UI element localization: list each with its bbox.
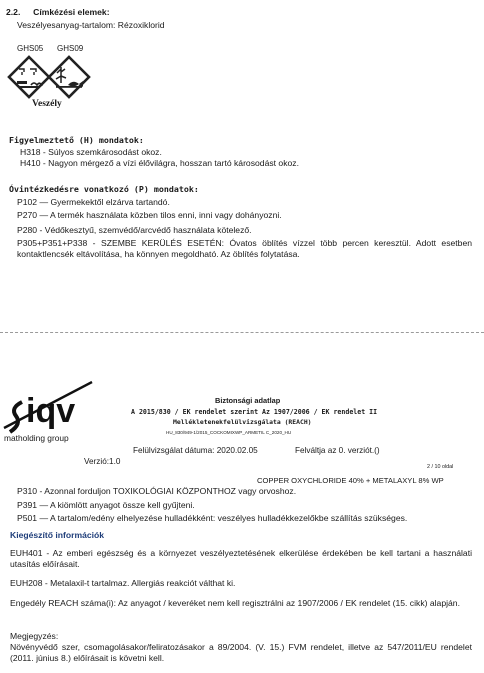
signal-word: Veszély <box>32 99 62 109</box>
h-statement: H410 - Nagyon mérgező a vízi élővilágra, hosszan tartó károsodást okoz. <box>20 158 299 168</box>
p-statement: P280 - Védőkesztyű, szemvédő/arcvédő használata kötelező. <box>17 225 252 235</box>
section-heading <box>6 7 110 18</box>
p-statement: P501 — A tartalom/edény elhelyezése hulladékként: veszélyes hulladékkezelőkbe szállítás szükséges. <box>17 513 408 523</box>
p-statement: P270 — A termék használata közben tilos enni, inni vagy dohányozni. <box>17 210 282 220</box>
product-name: COPPER OXYCHLORIDE 40% + METALAXYL 8% WP <box>257 476 444 485</box>
review-date: Felülvizsgálat dátuma: 2020.02.05 <box>133 446 258 455</box>
pictogram-code-ghs05: GHS05 <box>17 44 44 53</box>
logo-subtext: matholding group <box>4 433 69 443</box>
version: Verzió:1.0 <box>84 457 121 466</box>
h-heading: Figyelmeztető (H) mondatok: <box>9 135 144 145</box>
doc-title: Biztonsági adatlap <box>215 396 281 405</box>
p-statement: P305+P351+P338 - SZEMBE KERÜLÉS ESETÉN: Óvatos öblítés vízzel több percen keresztül. Adott esetben kontaktlencsék eltávolítása, ha könnyen megoldható. Az öblítés folytatása. <box>17 238 472 259</box>
euh401-text: EUH401 - Az emberi egészség és a környezet veszélyeztetésének elkerülése érdekében be kell tartani a használati utasítás előírásait. <box>10 548 472 569</box>
p-statement: P391 — A kiömlött anyagot össze kell gyűjteni. <box>17 500 195 510</box>
section-title: Címkézési elemek: <box>33 7 110 17</box>
note-heading: Megjegyzés: <box>10 631 59 641</box>
p-heading: Óvintézkedésre vonatkozó (P) mondatok: <box>9 184 199 194</box>
svg-text:iqv: iqv <box>26 392 76 430</box>
section-number: 2.2. <box>6 7 21 17</box>
p-statement: P102 — Gyermekektől elzárva tartandó. <box>17 197 170 207</box>
reg-line-2: Mellékletenekfelülvizsgálata (REACH) <box>173 418 312 426</box>
reach-text: Engedély REACH száma(i): Az anyagot / keveréket nem kell regisztrálni az 1907/2006 / EK rendelet (15. cikk) alapján. <box>10 598 460 608</box>
page-break <box>0 332 484 333</box>
euh208-text: EUH208 - Metalaxil-t tartalmaz. Allergiás reakciót válthat ki. <box>10 578 236 588</box>
reg-line: A 2015/830 / EK rendelet szerint Az 1907/2006 / EK rendelet II <box>131 408 378 416</box>
doc-code: HU_830/949-1/2015_COCKOMIXWP_ARMETIL C_2020_HU <box>166 430 292 435</box>
p-statement: P310 - Azonnal forduljon TOXIKOLÓGIAI KÖZPONTHOZ vagy orvoshoz. <box>17 486 297 496</box>
hazard-content-line: Veszélyesanyag-tartalom: Rézoxiklorid <box>17 20 165 30</box>
note-text: Növényvédő szer, csomagolásakor/feliratozásakor a 89/2004. (V. 15.) FVM rendelet, illetve az 547/2011/EU rendelet (2011. június 8.) előírásait is követni kell. <box>10 642 472 663</box>
environment-icon <box>47 55 91 99</box>
page-number: 2 / 10 oldal <box>427 464 454 470</box>
pictogram-code-ghs09: GHS09 <box>57 44 84 53</box>
corrosion-icon <box>7 55 51 99</box>
company-logo <box>0 380 100 436</box>
h-statement: H318 - Súlyos szemkárosodást okoz. <box>20 147 162 157</box>
replaces-version: Felváltja az 0. verziót.() <box>295 446 380 455</box>
supp-heading: Kiegészítő információk <box>10 530 105 540</box>
